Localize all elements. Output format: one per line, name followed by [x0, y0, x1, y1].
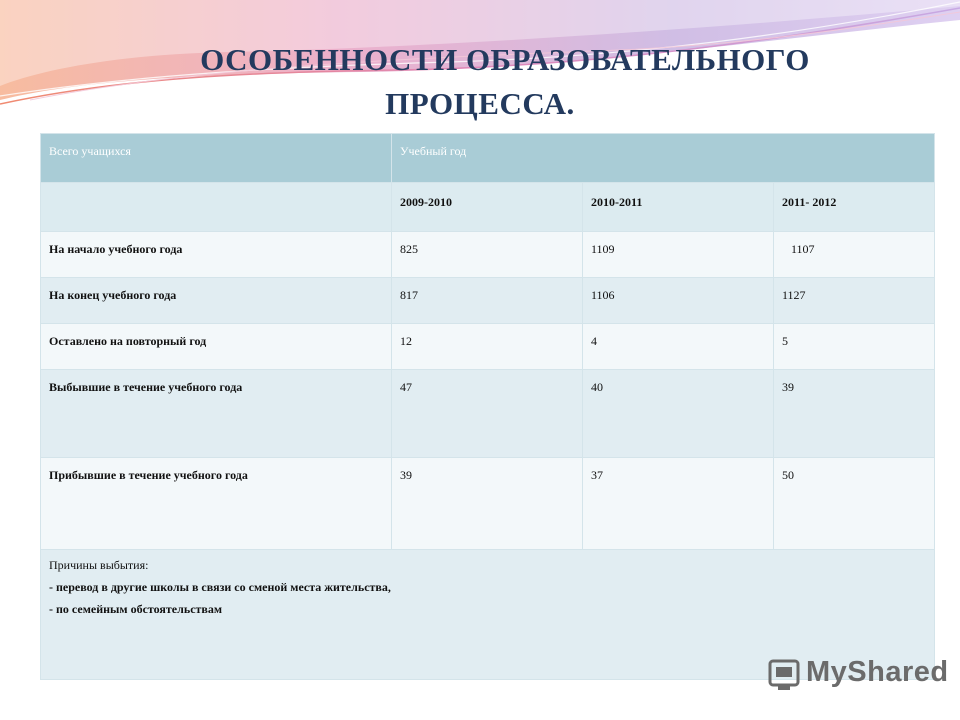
- row-value: 825: [392, 232, 583, 278]
- header-total-students: Всего учащихся: [41, 134, 392, 183]
- title-line-2: ПРОЦЕССА.: [385, 86, 575, 121]
- row-label: На конец учебного года: [41, 278, 392, 324]
- table-header-row: [41, 134, 935, 183]
- row-value: 37: [583, 458, 774, 550]
- years-empty-cell: [41, 183, 392, 232]
- table-row: [41, 370, 935, 458]
- row-value: 1127: [774, 278, 935, 324]
- row-value: 47: [392, 370, 583, 458]
- year-cell: 2009-2010: [392, 183, 583, 232]
- student-statistics-table: [40, 133, 935, 680]
- watermark-brand: MyShared: [806, 656, 949, 688]
- row-value: 1109: [583, 232, 774, 278]
- row-value: 817: [392, 278, 583, 324]
- row-value: 39: [774, 370, 935, 458]
- reasons-heading: Причины выбытия:: [49, 558, 149, 572]
- reason-item: - перевод в другие школы в связи со сменой места жительства,: [49, 580, 391, 594]
- table-years-row: [41, 183, 935, 232]
- row-label: Выбывшие в течение учебного года: [41, 370, 392, 458]
- row-value: 40: [583, 370, 774, 458]
- row-value: 5: [774, 324, 935, 370]
- row-label: Оставлено на повторный год: [41, 324, 392, 370]
- title-line-1: ОСОБЕННОСТИ ОБРАЗОВАТЕЛЬНОГО: [200, 42, 810, 77]
- year-cell: 2011- 2012: [774, 183, 935, 232]
- row-label: Прибывшие в течение учебного года: [41, 458, 392, 550]
- row-value: 12: [392, 324, 583, 370]
- row-value: 50: [774, 458, 935, 550]
- row-value: 1106: [583, 278, 774, 324]
- row-value: 4: [583, 324, 774, 370]
- header-school-year: Учебный год: [392, 134, 935, 183]
- page-title: [0, 38, 960, 126]
- year-cell: 2010-2011: [583, 183, 774, 232]
- table-row: [41, 324, 935, 370]
- table-row: [41, 458, 935, 550]
- table-row: [41, 278, 935, 324]
- row-label: На начало учебного года: [41, 232, 392, 278]
- row-value: 1107: [774, 232, 935, 278]
- row-value: 39: [392, 458, 583, 550]
- table-row: [41, 232, 935, 278]
- reason-item: - по семейным обстоятельствам: [49, 602, 223, 616]
